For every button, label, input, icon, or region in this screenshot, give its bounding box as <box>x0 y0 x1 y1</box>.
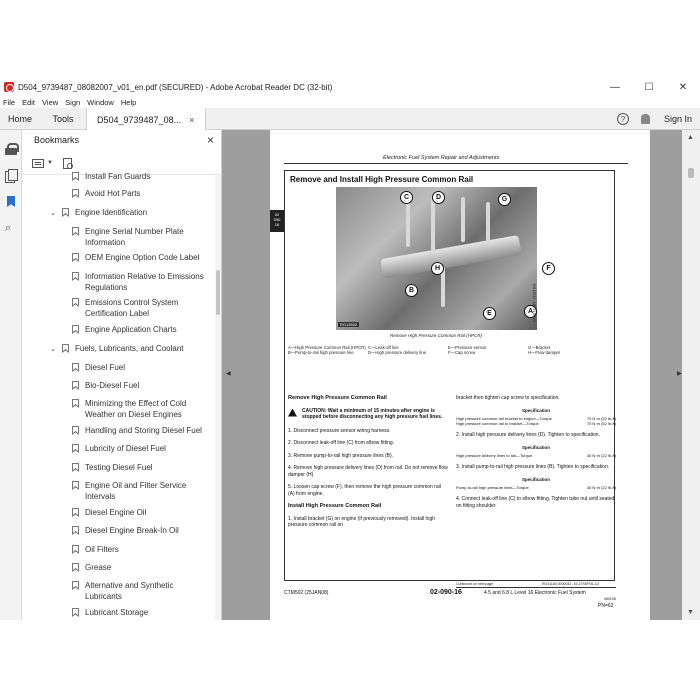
remove-step: 2. Disconnect leak-off line (C) from elbow fitting. <box>288 440 395 446</box>
caution-block <box>288 408 448 421</box>
bookmark-label: Alternative and Synthetic Lubricants <box>85 581 174 601</box>
bookmark-item[interactable] <box>72 462 210 473</box>
bookmark-item[interactable] <box>72 324 210 335</box>
bookmark-icon <box>72 227 79 236</box>
bookmark-label: Bio-Diesel Fuel <box>85 381 140 390</box>
bookmark-item[interactable] <box>72 480 210 502</box>
bookmark-icon <box>72 463 79 472</box>
footer-page-number: 02-090-16 <box>430 589 462 596</box>
bookmark-icon <box>72 481 79 490</box>
legend-row <box>288 350 608 355</box>
spec-heading: Specification <box>521 444 550 450</box>
bookmark-icon <box>72 581 79 590</box>
remove-step: 1. Disconnect pressure sensor wiring harness. <box>288 427 391 434</box>
bookmark-icon <box>72 363 79 372</box>
side-tab-line: 02 <box>274 212 280 217</box>
bookmark-icon <box>72 608 79 617</box>
legend-entry: A—High Pressure Common Rail (HPCR) <box>288 345 366 350</box>
window-title: D504_9739487_08082007_v01_en.pdf (SECURED) - Adobe Acrobat Reader DC (32-bit) <box>18 82 333 92</box>
bookmark-item[interactable] <box>72 425 210 436</box>
legend-entry: G—Bracket <box>528 345 551 350</box>
legend-entry: D—High pressure delivery line <box>368 350 427 355</box>
engine-photo <box>336 187 551 330</box>
legend-entry: C—Leak-off line <box>368 345 399 350</box>
install-step: 3. Install pump-to-rail high pressure lines (B). Tighten to specification. <box>456 464 610 470</box>
callout-a: A <box>524 305 537 318</box>
spec-row <box>456 485 616 490</box>
spec-label: High pressure common rail bracket to engine—Torque <box>456 416 552 421</box>
spec-value: 70 N·m (52 lb-ft) <box>586 416 616 421</box>
bookmark-icon <box>62 208 69 217</box>
menu-window[interactable]: Window <box>87 97 114 107</box>
photo-legend <box>288 345 608 355</box>
callout-h: H <box>431 262 444 275</box>
bookmark-item[interactable] <box>72 398 210 420</box>
bookmark-icon <box>62 344 69 353</box>
left-tool-rail <box>0 130 22 620</box>
bookmark-item[interactable] <box>72 544 210 555</box>
menu-bar <box>0 96 700 108</box>
bookmark-icon <box>72 545 79 554</box>
bookmark-icon <box>72 298 79 307</box>
footer-right: 4.5 and 6.8 L Level 16 Electronic Fuel System <box>484 590 586 596</box>
bookmark-label: Grease <box>85 563 112 572</box>
spec-value: 70 N·m (52 lb-ft) <box>586 421 616 426</box>
bookmark-label: Minimizing the Effect of Cold Weather on Diesel Engines <box>85 399 187 419</box>
paperclip-icon[interactable]: ⌕ <box>5 222 12 234</box>
bookmark-label: Handling and Storing Diesel Fuel <box>85 426 202 435</box>
collapse-right-icon[interactable]: ▶ <box>677 371 682 377</box>
bookmark-label: Oil Filters <box>85 545 119 554</box>
find-bookmark-icon[interactable] <box>63 158 72 169</box>
continued-note: Continued on next page <box>456 582 494 586</box>
scroll-up-icon[interactable]: ▲ <box>687 134 694 141</box>
common-rail-shape <box>380 235 521 279</box>
footer-left: CTM502 (25JAN08) <box>284 590 329 596</box>
bookmark-item[interactable] <box>50 207 210 219</box>
menu-edit[interactable]: Edit <box>22 97 36 107</box>
toolbar-right <box>617 108 692 130</box>
bookmark-label: OEM Engine Option Code Label <box>85 253 200 262</box>
bookmark-label: Diesel Engine Oil <box>85 508 147 517</box>
footer-rule <box>456 587 616 588</box>
bookmarks-header <box>22 130 222 150</box>
bookmark-list <box>22 172 216 620</box>
scrollbar-thumb[interactable] <box>216 270 220 315</box>
close-panel-icon[interactable]: × <box>206 133 214 147</box>
callout-g: G <box>498 193 511 206</box>
header-rule <box>284 163 628 164</box>
bookmark-icon <box>72 381 79 390</box>
menu-sign[interactable]: Sign <box>65 97 81 107</box>
bookmark-item[interactable] <box>50 343 210 355</box>
scroll-down-icon[interactable]: ▼ <box>687 609 694 616</box>
menu-view[interactable]: View <box>42 97 59 107</box>
bookmark-label: Diesel Fuel <box>85 363 126 372</box>
right-column <box>456 395 616 515</box>
bell-icon[interactable] <box>641 114 650 124</box>
bookmark-item[interactable] <box>72 562 210 573</box>
document-scrollbar[interactable] <box>682 130 700 620</box>
spec-label: Pump-to-rail high pressure lines—Torque <box>456 485 529 490</box>
bookmark-label: Install Fan Guards <box>85 172 151 181</box>
bookmark-item[interactable] <box>72 188 210 199</box>
fuel-line-shape <box>461 197 465 242</box>
callout-b: B <box>405 284 418 297</box>
spec-row <box>456 421 616 426</box>
bookmark-icon <box>72 508 79 517</box>
menu-help[interactable]: Help <box>120 97 137 107</box>
collapse-left-icon[interactable]: ◀ <box>226 371 231 377</box>
bookmarks-panel <box>22 130 222 620</box>
bookmark-label: Lubricant Storage <box>85 608 149 617</box>
bookmark-item[interactable] <box>72 607 210 618</box>
maximize-button[interactable]: ☐ <box>644 81 654 93</box>
spec-label: High pressure delivery lines to rail—Torque <box>456 453 533 458</box>
chevron-down-icon[interactable]: ⌄ <box>50 346 56 353</box>
bookmark-label: Testing Diesel Fuel <box>85 463 153 472</box>
footer-pn: PN=62 <box>598 603 614 609</box>
bookmark-item[interactable] <box>72 171 210 182</box>
options-icon[interactable] <box>32 159 44 168</box>
bookmark-item[interactable] <box>72 580 210 602</box>
caution-text: CAUTION: Wait a minimum of 15 minutes after engine is stopped before disconnecting any high pressure fuel lines. <box>302 407 443 420</box>
bookmark-label: Engine Serial Number Plate Information <box>85 227 184 247</box>
bookmark-item[interactable] <box>72 362 210 373</box>
side-tab-line: 16 <box>274 222 280 227</box>
section-side-tab <box>270 210 284 232</box>
bookmarks-scrollbar[interactable] <box>215 175 221 620</box>
help-icon[interactable]: ? <box>617 113 629 125</box>
chevron-down-icon[interactable]: ⌄ <box>50 210 56 217</box>
bookmark-label: Emissions Control System Certification Label <box>85 298 179 318</box>
bookmark-icon <box>72 172 79 181</box>
remove-step: 4. Remove high pressure delivery lines (D) from rail. Do not remove flow damper (H). <box>288 465 448 478</box>
page-header: Electronic Fuel System Repair and Adjustments <box>383 155 500 161</box>
bookmark-label: Engine Application Charts <box>85 325 177 334</box>
callout-c: C <box>400 191 413 204</box>
pdf-page <box>270 130 650 620</box>
spec-row <box>456 453 616 458</box>
minimize-button[interactable]: — <box>610 81 620 93</box>
bookmark-icon <box>72 272 79 281</box>
bookmark-icon <box>72 399 79 408</box>
tab-tools[interactable]: Tools <box>52 114 74 124</box>
sign-in-button[interactable]: Sign In <box>663 114 692 124</box>
callout-d: D <box>432 191 445 204</box>
bookmark-label: Diesel Engine Break-In Oil <box>85 526 179 535</box>
bookmarks-title: Bookmarks <box>34 135 80 145</box>
spec-label: High pressure common rail to bracket—Torque <box>456 421 539 426</box>
warning-icon <box>288 409 297 417</box>
page-thumbnails-icon[interactable] <box>5 169 17 181</box>
install-step: 1. Install bracket (G) on engine (if previously removed). Install high pressure common rail on <box>288 515 436 528</box>
bookmark-icon <box>72 526 79 535</box>
spec-heading: Specification <box>521 476 550 482</box>
menu-file[interactable]: File <box>3 97 16 107</box>
legend-entry: H—Flow damper <box>528 350 561 355</box>
tab-home[interactable]: Home <box>7 114 32 124</box>
bookmark-item[interactable] <box>72 443 210 454</box>
legend-entry: E—Pressure sensor <box>448 345 487 350</box>
bookmark-item[interactable] <box>72 380 210 391</box>
bookmark-icon[interactable] <box>5 196 17 208</box>
bookmark-icon <box>72 189 79 198</box>
bookmarks-toolbar <box>32 156 72 170</box>
legend-entry: B—Pump-to-rail high pressure line <box>288 350 354 355</box>
tab-document[interactable] <box>86 108 206 131</box>
bookmark-label: Information Relative to Emissions Regulations <box>85 272 204 292</box>
left-column <box>288 395 448 535</box>
legend-entry: F—Cap screw <box>448 350 476 355</box>
scrollbar-thumb[interactable] <box>688 168 694 178</box>
bookmark-label: Avoid Hot Parts <box>85 189 141 198</box>
bookmark-item[interactable] <box>72 252 210 263</box>
spec-value: 30 N·m (22 lb-ft) <box>586 453 616 458</box>
bookmark-item[interactable] <box>72 226 210 248</box>
bookmark-item[interactable] <box>72 297 210 319</box>
window-controls <box>598 78 700 96</box>
photo-side-code: RG13532 - UN-21JUL05 <box>532 283 536 322</box>
bookmark-icon <box>72 444 79 453</box>
close-window-button[interactable]: ✕ <box>678 81 688 93</box>
bookmark-item[interactable] <box>72 507 210 518</box>
chevron-down-icon[interactable]: ▼ <box>47 160 53 166</box>
spec-heading: Specification <box>521 407 550 413</box>
footer-code: RG41180,0000032 -19-27SEP06-1/2 <box>542 582 600 586</box>
side-tab-line: 090 <box>273 217 281 222</box>
photo-caption: Remove High Pressure Common Rail (HPCR) <box>390 333 483 338</box>
callout-e: E <box>483 307 496 320</box>
bookmark-label: Engine Identification <box>75 208 148 217</box>
bookmark-item[interactable] <box>72 525 210 536</box>
bookmark-item[interactable] <box>72 271 214 293</box>
remove-step: 3. Remove pump-to-rail high pressure lines (B). <box>288 452 394 459</box>
bookmark-label: Fuels, Lubricants, and Coolant <box>75 344 184 353</box>
install-step: 2. Install high pressure delivery lines (D). Tighten to specification. <box>456 432 600 438</box>
remove-heading: Remove High Pressure Common Rail <box>288 395 387 401</box>
footer-sub: 080108 <box>604 597 616 601</box>
acrobat-window <box>0 78 700 620</box>
install-heading: Install High Pressure Common Rail <box>288 503 382 509</box>
photo-id-label: RG13532 <box>340 322 358 327</box>
bookmark-icon <box>72 253 79 262</box>
bookmark-label: Engine Oil and Filter Service Intervals <box>85 481 187 501</box>
section-title: Remove and Install High Pressure Common Rail <box>290 175 474 184</box>
fuel-line-shape <box>486 202 490 242</box>
bookmark-label: Lubricity of Diesel Fuel <box>85 444 166 453</box>
install-step: 4. Connect leak-off line (C) to elbow fitting. Tighten tube nut until seated on fitting shoulder. <box>456 496 615 509</box>
fuel-line-shape <box>431 197 435 252</box>
install-step-continued: bracket then tighten cap screw to specification. <box>456 395 560 401</box>
bookmark-icon <box>72 325 79 334</box>
spec-value: 30 N·m (22 lb-ft) <box>586 485 616 490</box>
acrobat-app-icon <box>4 82 14 92</box>
bookmark-icon <box>72 563 79 572</box>
tab-close-icon[interactable]: × <box>189 114 195 125</box>
bookmark-icon <box>72 426 79 435</box>
lock-icon[interactable] <box>5 143 17 155</box>
tab-document-label: D504_9739487_08... <box>97 114 182 125</box>
title-bar <box>0 78 700 96</box>
callout-f: F <box>542 262 555 275</box>
tab-bar <box>0 108 700 130</box>
remove-step: 5. Loosen cap screw (F), then remove the high pressure common rail (A) from engine. <box>288 484 441 497</box>
